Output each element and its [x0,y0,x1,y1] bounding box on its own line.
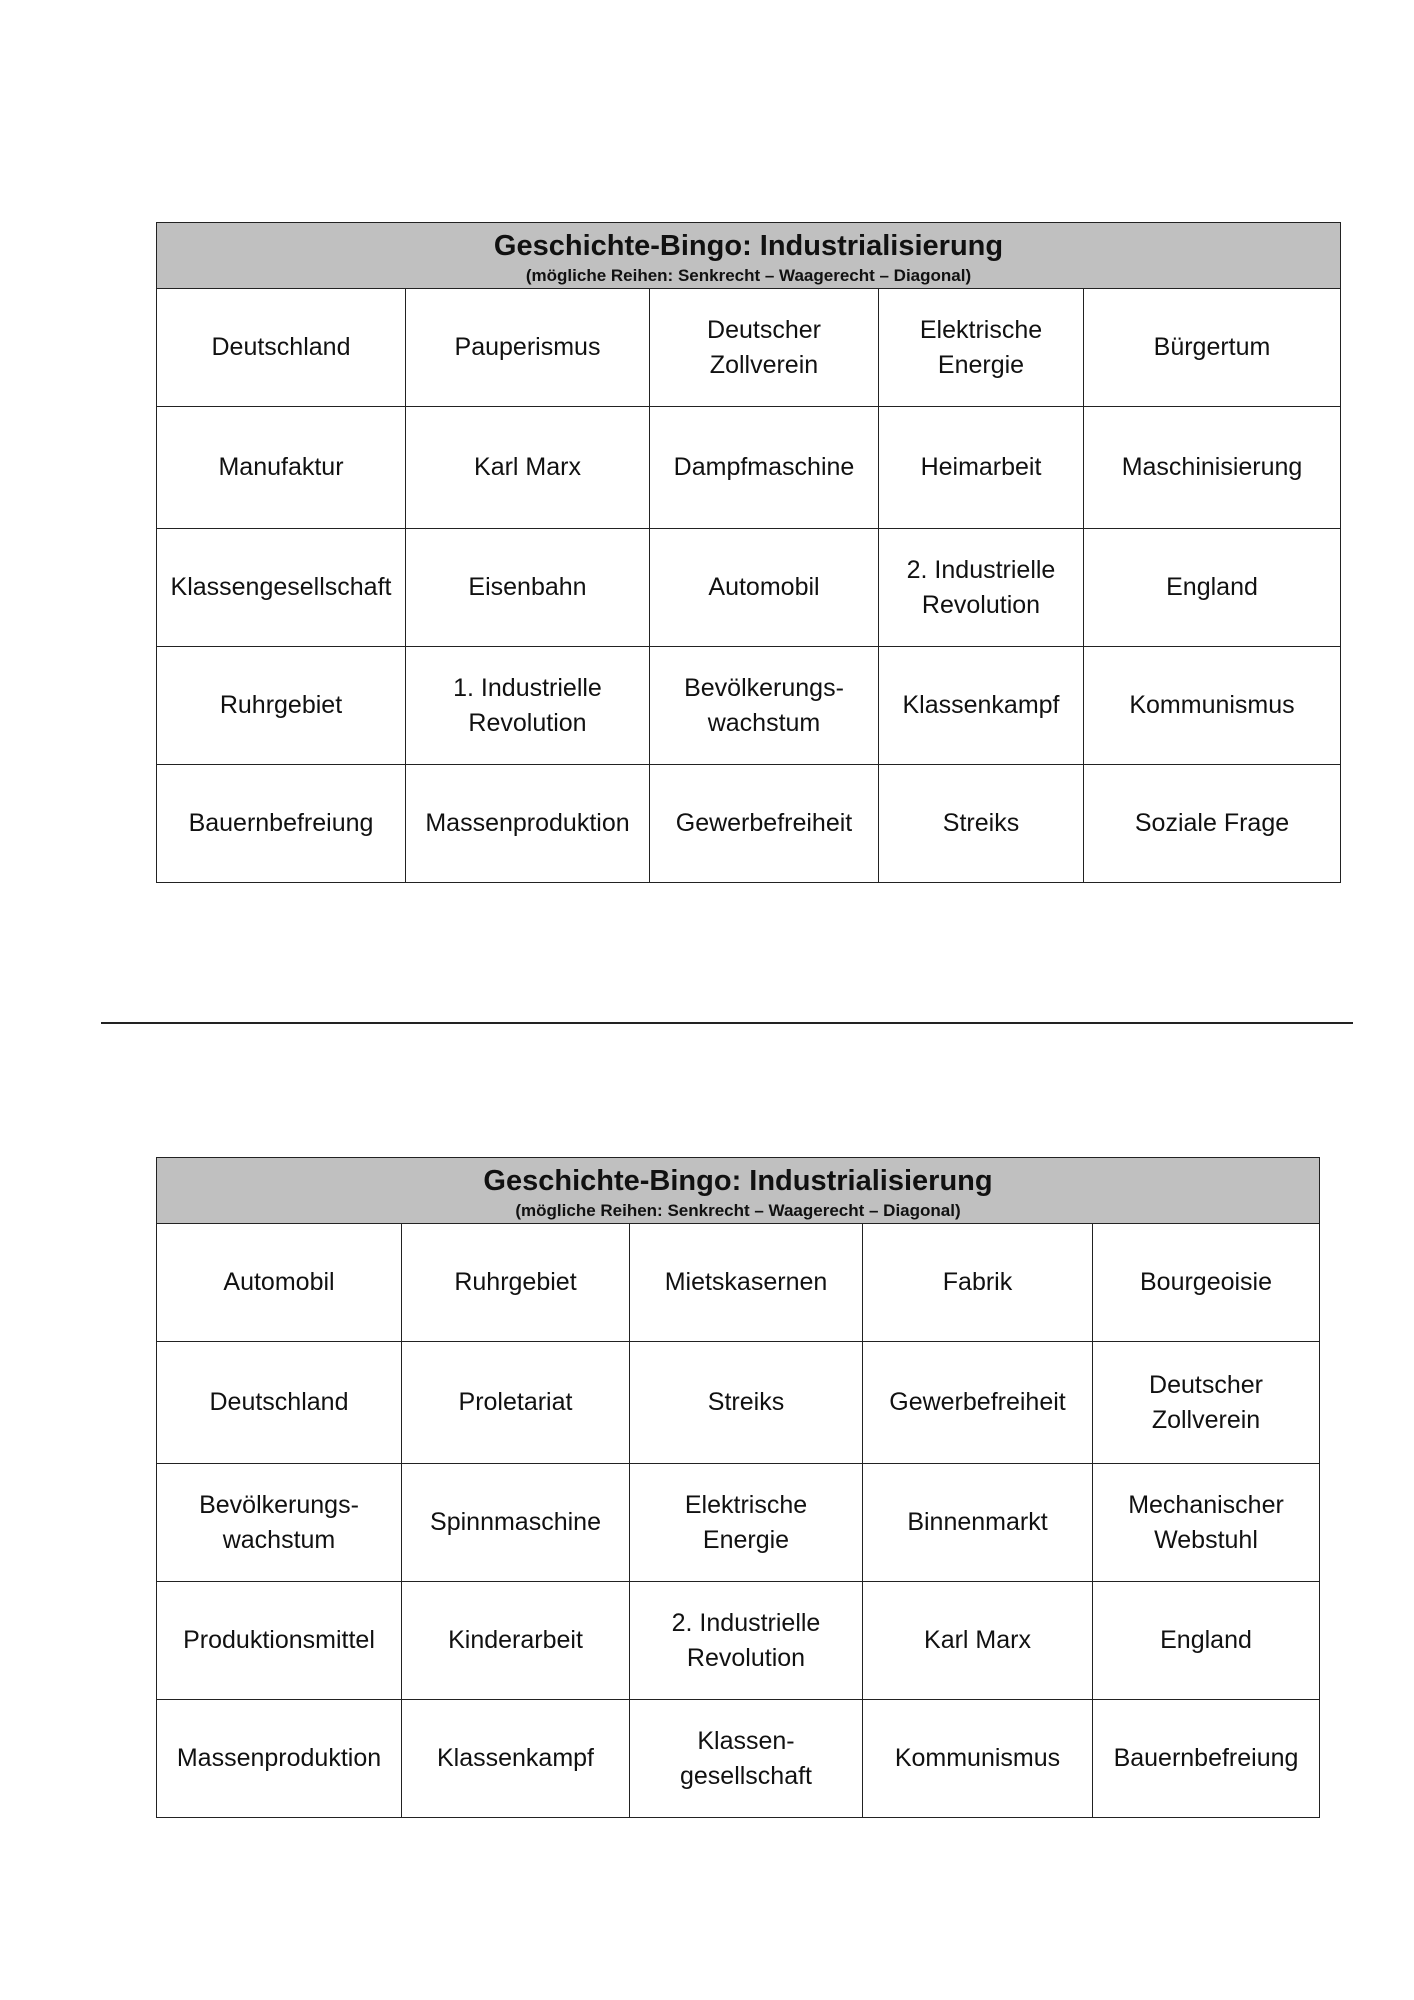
bingo-cell: Produktionsmittel [157,1582,402,1700]
bingo-cell: Bourgeoisie [1093,1224,1320,1342]
bingo-card-2 [156,1157,1320,1818]
bingo-cell: Elektrische Energie [630,1464,863,1582]
bingo-cell: Bevölkerungs- wachstum [650,647,879,765]
bingo-cell: England [1084,529,1341,647]
bingo-cell: Klassenkampf [402,1700,630,1818]
bingo-cell: Bürgertum [1084,289,1341,407]
bingo-cell: Karl Marx [406,407,650,529]
bingo-cell: Automobil [157,1224,402,1342]
bingo-cell: Karl Marx [863,1582,1093,1700]
bingo-card-1 [156,222,1341,883]
bingo-cell: Kommunismus [863,1700,1093,1818]
bingo-card-2-subtitle: (mögliche Reihen: Senkrecht – Waagerecht – Diagonal) [515,1200,961,1220]
bingo-card-2-row [157,1464,1320,1582]
bingo-card-2-row [157,1224,1320,1342]
bingo-cell: Gewerbefreiheit [863,1342,1093,1464]
bingo-cell: Dampfmaschine [650,407,879,529]
bingo-card-1-title: Geschichte-Bingo: Industrialisierung [493,229,1004,262]
bingo-card-2-header [157,1158,1320,1224]
bingo-cell: Deutschland [157,289,406,407]
bingo-cell: Heimarbeit [879,407,1084,529]
bingo-card-1-row [157,765,1341,883]
bingo-cell: Pauperismus [406,289,650,407]
bingo-cell: Eisenbahn [406,529,650,647]
bingo-cell: Klassenkampf [879,647,1084,765]
bingo-card-1-row [157,647,1341,765]
bingo-cell: Bauernbefreiung [1093,1700,1320,1818]
bingo-cell: Ruhrgebiet [402,1224,630,1342]
bingo-card-2-title: Geschichte-Bingo: Industrialisierung [483,1164,993,1197]
bingo-cell: 2. Industrielle Revolution [630,1582,863,1700]
bingo-card-2-row [157,1582,1320,1700]
bingo-cell: Kinderarbeit [402,1582,630,1700]
bingo-cell: 1. Industrielle Revolution [406,647,650,765]
bingo-cell: Streiks [630,1342,863,1464]
bingo-cell: Binnenmarkt [863,1464,1093,1582]
bingo-cell: Massenproduktion [406,765,650,883]
bingo-cell: Klassengesellschaft [157,529,406,647]
bingo-cell: Maschinisierung [1084,407,1341,529]
bingo-card-1-row [157,407,1341,529]
bingo-cell: Kommunismus [1084,647,1341,765]
bingo-card-1-row [157,529,1341,647]
bingo-cell: England [1093,1582,1320,1700]
bingo-cell: Manufaktur [157,407,406,529]
bingo-card-2-row [157,1700,1320,1818]
bingo-cell: Deutscher Zollverein [1093,1342,1320,1464]
bingo-cell: Elektrische Energie [879,289,1084,407]
bingo-cell: Deutscher Zollverein [650,289,879,407]
bingo-cell: Ruhrgebiet [157,647,406,765]
bingo-cell: Fabrik [863,1224,1093,1342]
bingo-card-1-row [157,289,1341,407]
bingo-cell: Deutschland [157,1342,402,1464]
bingo-cell: Automobil [650,529,879,647]
bingo-cell: Gewerbefreiheit [650,765,879,883]
bingo-card-1-subtitle: (mögliche Reihen: Senkrecht – Waagerecht – Diagonal) [525,265,972,285]
bingo-cell: Proletariat [402,1342,630,1464]
bingo-cell: Mietskasernen [630,1224,863,1342]
cut-line [101,1022,1353,1024]
bingo-cell: Spinnmaschine [402,1464,630,1582]
bingo-cell: 2. Industrielle Revolution [879,529,1084,647]
bingo-cell: Streiks [879,765,1084,883]
bingo-cell: Mechanischer Webstuhl [1093,1464,1320,1582]
bingo-cell: Massenproduktion [157,1700,402,1818]
bingo-cell: Bevölkerungs- wachstum [157,1464,402,1582]
bingo-cell: Bauernbefreiung [157,765,406,883]
bingo-card-1-header [157,223,1341,289]
bingo-cell: Soziale Frage [1084,765,1341,883]
bingo-card-2-row [157,1342,1320,1464]
bingo-cell: Klassen- gesellschaft [630,1700,863,1818]
